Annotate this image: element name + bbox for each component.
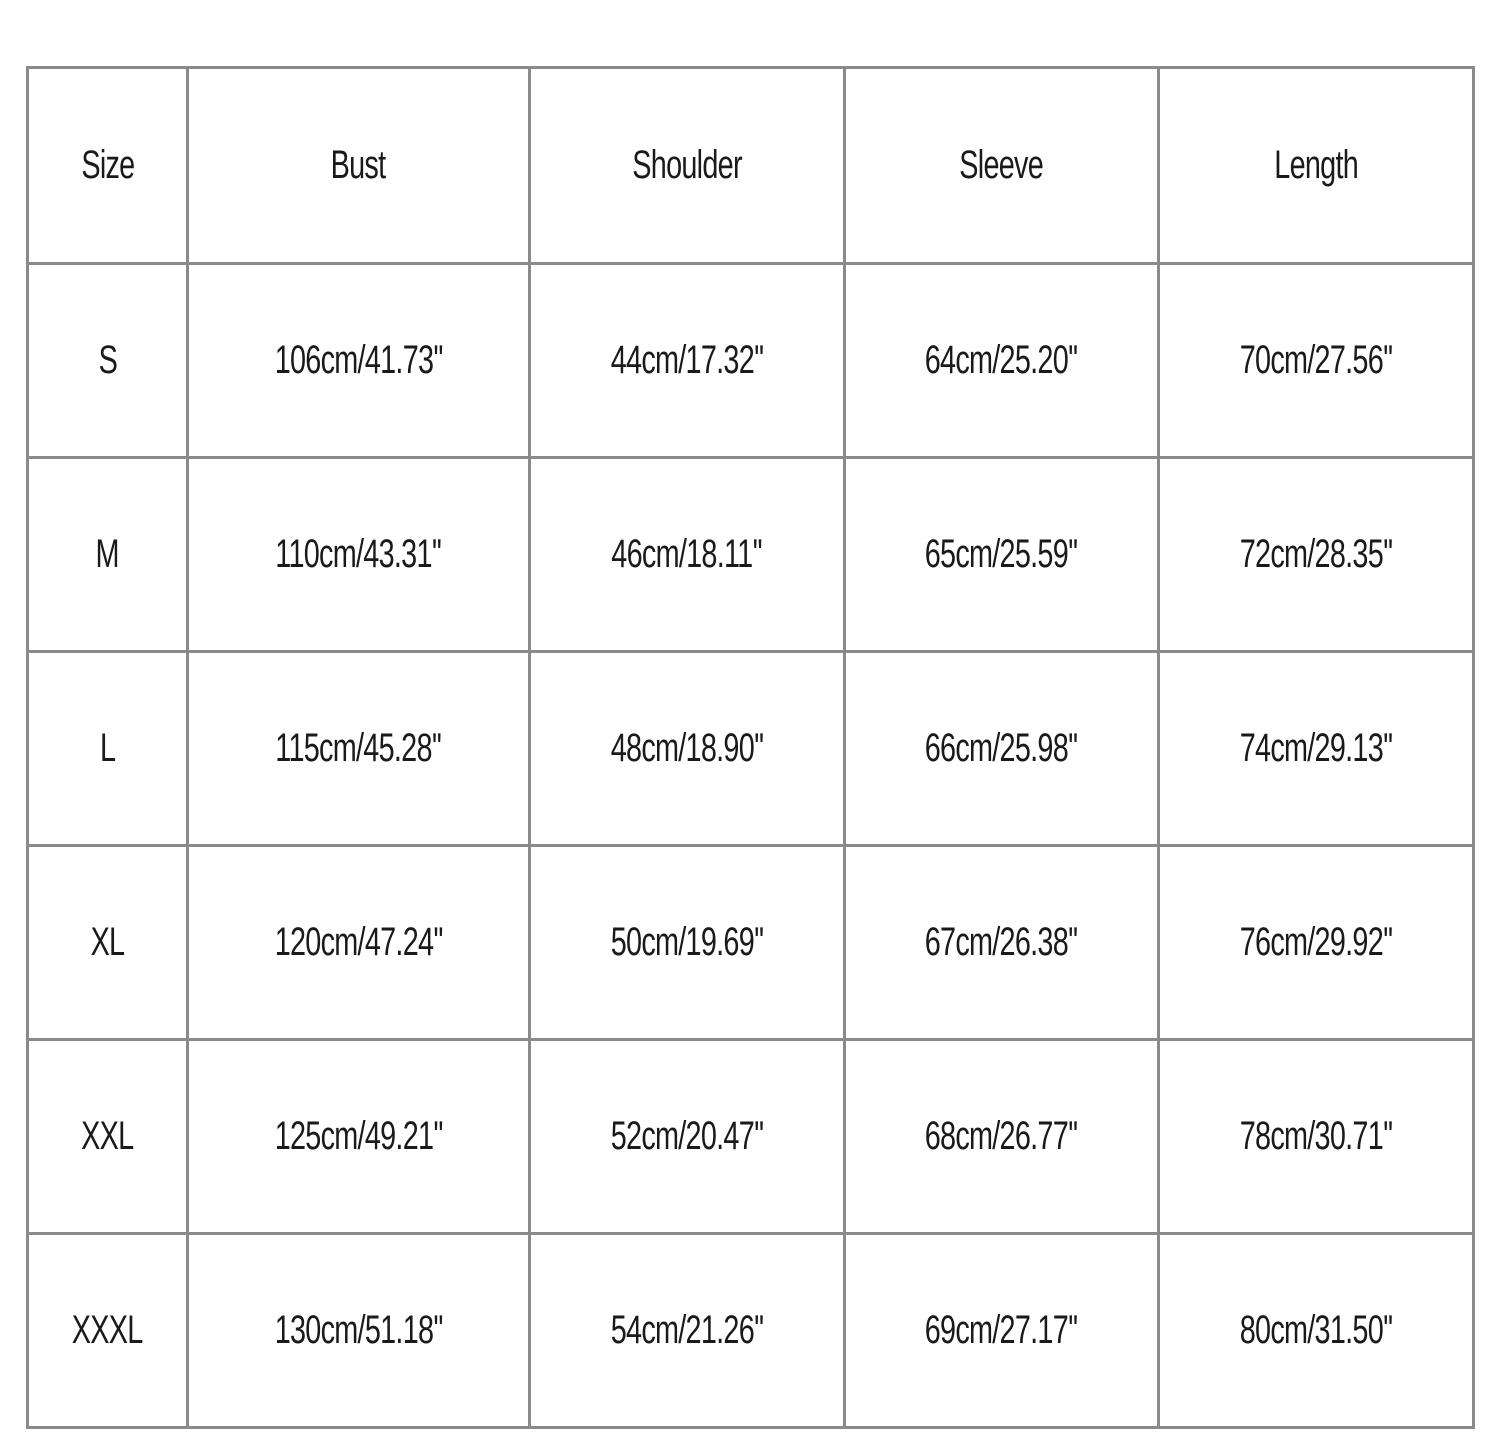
cell-sleeve: 68cm/26.77''	[845, 1040, 1159, 1234]
header-size: Size	[28, 68, 188, 264]
header-sleeve: Sleeve	[845, 68, 1159, 264]
cell-shoulder: 52cm/20.47''	[530, 1040, 845, 1234]
cell-size: S	[28, 264, 188, 458]
cell-shoulder: 48cm/18.90''	[530, 652, 845, 846]
cell-size: M	[28, 458, 188, 652]
cell-shoulder: 54cm/21.26''	[530, 1234, 845, 1428]
cell-size: L	[28, 652, 188, 846]
cell-sleeve: 64cm/25.20''	[845, 264, 1159, 458]
cell-sleeve: 65cm/25.59''	[845, 458, 1159, 652]
cell-size: XL	[28, 846, 188, 1040]
cell-shoulder: 50cm/19.69''	[530, 846, 845, 1040]
cell-bust: 106cm/41.73''	[188, 264, 530, 458]
cell-bust: 110cm/43.31''	[188, 458, 530, 652]
cell-sleeve: 67cm/26.38''	[845, 846, 1159, 1040]
cell-bust: 125cm/49.21''	[188, 1040, 530, 1234]
cell-length: 74cm/29.13''	[1159, 652, 1474, 846]
table-row	[28, 264, 1474, 458]
table-row	[28, 458, 1474, 652]
table-row	[28, 1234, 1474, 1428]
header-bust: Bust	[188, 68, 530, 264]
cell-bust: 130cm/51.18''	[188, 1234, 530, 1428]
table-row	[28, 1040, 1474, 1234]
cell-sleeve: 69cm/27.17''	[845, 1234, 1159, 1428]
cell-shoulder: 46cm/18.11''	[530, 458, 845, 652]
cell-size: XXXL	[28, 1234, 188, 1428]
cell-shoulder: 44cm/17.32''	[530, 264, 845, 458]
table-row	[28, 846, 1474, 1040]
table-header-row	[28, 68, 1474, 264]
cell-length: 76cm/29.92''	[1159, 846, 1474, 1040]
cell-length: 80cm/31.50''	[1159, 1234, 1474, 1428]
cell-sleeve: 66cm/25.98''	[845, 652, 1159, 846]
cell-length: 70cm/27.56''	[1159, 264, 1474, 458]
cell-length: 78cm/30.71''	[1159, 1040, 1474, 1234]
cell-length: 72cm/28.35''	[1159, 458, 1474, 652]
header-shoulder: Shoulder	[530, 68, 845, 264]
cell-bust: 120cm/47.24''	[188, 846, 530, 1040]
cell-size: XXL	[28, 1040, 188, 1234]
size-chart-table	[26, 66, 1475, 1429]
cell-bust: 115cm/45.28''	[188, 652, 530, 846]
table-row	[28, 652, 1474, 846]
header-length: Length	[1159, 68, 1474, 264]
